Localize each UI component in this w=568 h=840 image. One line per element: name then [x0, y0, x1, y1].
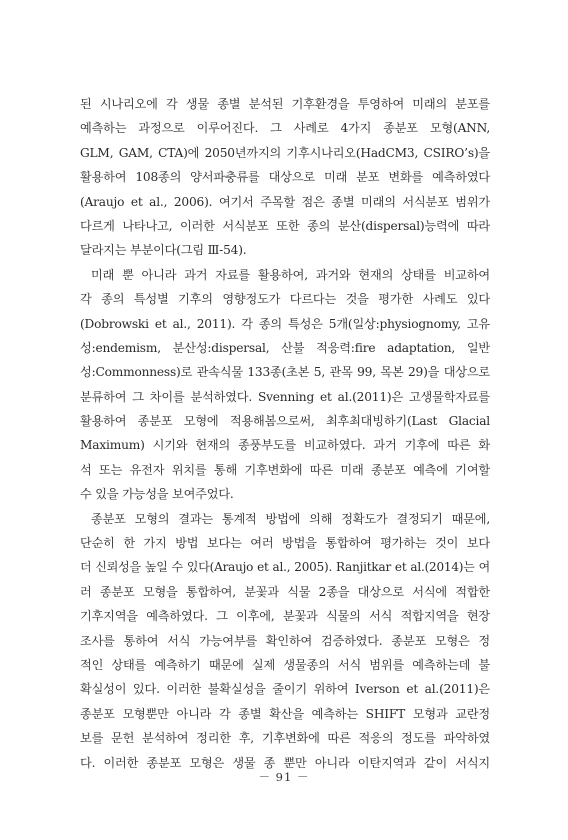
text-line: 활용하여 종분포 모형에 적용해봄으로써, 최후최대빙하기(Last Glacial: [80, 414, 490, 429]
text-line: 보를 문헌 분석하여 정리한 후, 기후변화에 따른 적응의 정도를 파악하였: [80, 731, 490, 746]
text-line: 조사를 통하여 서식 가능여부를 확인하여 검증하였다. 종분포 모형은 정: [80, 633, 490, 648]
text-line: 된 시나리오에 각 생물 종별 분석된 기후환경을 투영하여 미래의 분포를: [80, 97, 490, 111]
text-line: 다. 이러한 종분포 모형은 생물 종 뿐만 아니라 이탄지역과 같이 서식지: [80, 755, 490, 770]
text-line: 수 있을 가능성을 보여주었다.: [80, 487, 234, 502]
text-line: 러 종분포 모형을 통합하여, 분꽃과 식물 2종을 대상으로 서식에 적합한: [80, 584, 490, 599]
text-line: 각 종의 특성별 기후의 영향정도가 다르다는 것을 평가한 사례도 있다: [80, 292, 490, 307]
text-line: 적인 상태를 예측하기 때문에 실제 생물종의 서식 범위를 예측하는데 불: [80, 657, 490, 672]
paragraph-2: [80, 263, 490, 507]
body-text: [80, 92, 490, 775]
text-line: 더 신뢰성을 높일 수 있다(Araujo et al., 2005). Ranjitkar et al.(2014)는 여: [80, 560, 490, 575]
page-number: － 91 －: [258, 770, 310, 784]
text-line: 미래 뿐 아니라 과거 자료를 활용하여, 과거와 현재의 상태를 비교하여: [91, 267, 490, 282]
text-line: 성:Commonness)로 관속식물 133종(초본 5, 관목 99, 목본 29)을 대상으로: [80, 365, 490, 380]
text-line: 성:endemism, 분산성:dispersal, 산불 적응력:fire adaptation, 일반: [80, 340, 490, 355]
text-line: 단순히 한 가지 방법 보다는 여러 방법을 통합하여 평가하는 것이 보다: [80, 536, 490, 551]
text-line: 종분포 모형의 결과는 통계적 방법에 의해 정확도가 결정되기 때문에,: [91, 511, 490, 526]
text-line: (Araujo et al., 2006). 여기서 주목할 점은 종별 미래의 서식분포 범위가: [80, 194, 490, 209]
text-line: 달라지는 부분이다(그림 Ⅲ-54).: [80, 243, 247, 258]
paragraph-1: [80, 92, 490, 263]
text-line: GLM, GAM, CTA)에 2050년까지의 기후시나리오(HadCM3, CSIRO’s)을: [80, 145, 490, 160]
text-line: 다르게 나타나고, 이러한 서식분포 또한 종의 분산(dispersal)능력에 따라: [80, 218, 490, 233]
text-line: Maximum) 시기와 현재의 종풍부도를 비교하였다. 과거 기후에 따른 화: [80, 438, 490, 453]
text-line: 활용하여 108종의 양서파충류를 대상으로 미래 분포 변화를 예측하였다: [80, 170, 490, 185]
text-line: 분류하여 그 차이를 분석하였다. Svenning et al.(2011)은 고생물학자료를: [80, 389, 490, 404]
text-line: 확실성이 있다. 이러한 불확실성을 줄이기 위하여 Iverson et al.(2011)은: [80, 682, 490, 697]
text-line: 석 또는 유전자 위치를 통해 기후변화에 따른 미래 종분포 예측에 기여할: [80, 462, 490, 477]
paragraph-3: [80, 507, 490, 775]
text-line: 종분포 모형뿐만 아니라 각 종별 확산을 예측하는 SHIFT 모형과 교란정: [80, 706, 490, 721]
text-line: 예측하는 과정으로 이루어진다. 그 사례로 4가지 종분포 모형(ANN,: [80, 121, 490, 136]
text-line: 기후지역을 예측하였다. 그 이후에, 분꽃과 식물의 서식 적합지역을 현장: [80, 609, 490, 624]
text-line: (Dobrowski et al., 2011). 각 종의 특성은 5개(일상:physiognomy, 고유: [80, 316, 490, 331]
